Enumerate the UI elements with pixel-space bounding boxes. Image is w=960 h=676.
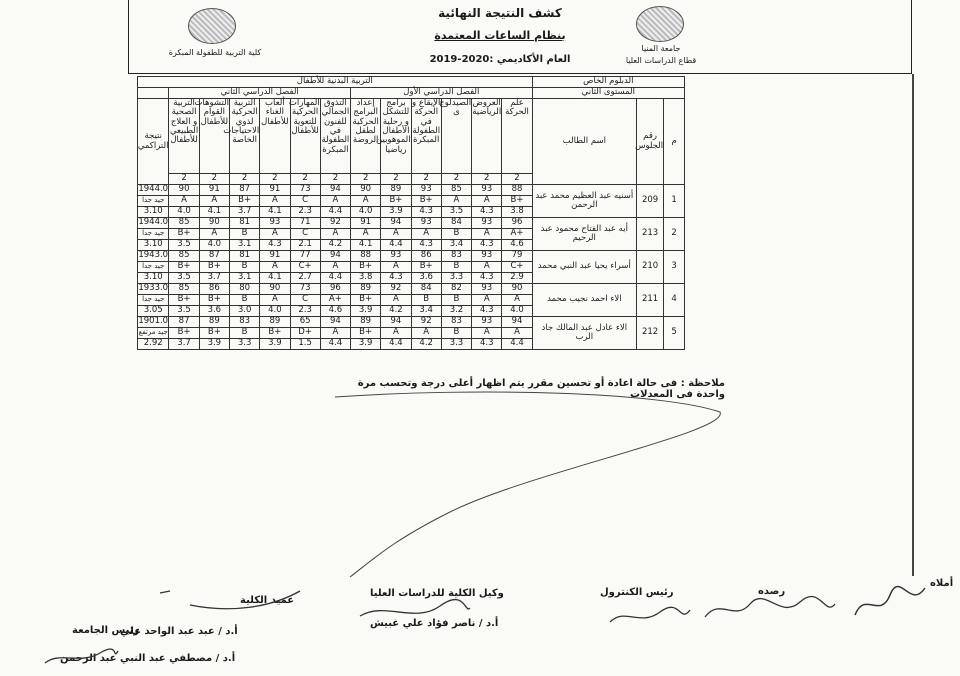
handwritten-signature [850, 580, 930, 625]
grade-cell: 2.9 [502, 273, 532, 284]
table-row [138, 218, 685, 229]
student-name: أيه عبد الفتاح محمود عبد الرحيم [532, 218, 636, 251]
grade-cell: +B [351, 295, 381, 306]
grade-cell: C [290, 196, 320, 207]
grade-cell: 2.1 [290, 240, 320, 251]
grade-cell: A [381, 262, 411, 273]
grade-cell: 94 [381, 218, 411, 229]
grade-cell: B [441, 328, 471, 339]
control-head-title: رئيس الكنترول [600, 587, 674, 598]
grade-cell: +B [381, 196, 411, 207]
overall-grade: جيد جدا [138, 262, 169, 273]
president-name: أ.د / مصطفي عبد النبي عبد الرحمن [60, 653, 236, 664]
grade-cell: 2.7 [290, 273, 320, 284]
grade-cell: 94 [320, 317, 350, 328]
student-seat: 210 [637, 251, 664, 284]
student-name: الاء احمد نجيب محمد [532, 284, 636, 317]
grade-cell: 4.3 [472, 273, 502, 284]
overall-grade: جيد مرتفع [138, 328, 169, 339]
grade-cell: 3.8 [502, 207, 532, 218]
grade-cell: 3.9 [351, 339, 381, 350]
grade-cell: C [290, 295, 320, 306]
hours-cell: 2 [351, 174, 381, 185]
grade-cell: +A [502, 229, 532, 240]
subject-header: برامج للتشكل و رحلية الأطفال الموهوبين رياضيا [381, 99, 411, 174]
grade-cell: 4.1 [199, 207, 229, 218]
grade-cell: A [351, 196, 381, 207]
grade-cell: 4.3 [411, 240, 441, 251]
overall-grade: جيد جدا [138, 229, 169, 240]
handwritten-signature [605, 602, 695, 632]
grade-cell: 92 [411, 317, 441, 328]
grade-cell: 84 [441, 218, 471, 229]
grade-cell: 4.2 [411, 339, 441, 350]
grade-cell: A [260, 295, 290, 306]
subject-header: التربية الصحية و العلاج الطبيعي للأطفال [169, 99, 199, 174]
overall-grade: جيد جدا [138, 196, 169, 207]
gpa-value: 3.10 [138, 273, 169, 284]
student-m: 5 [664, 317, 685, 350]
grade-cell: +B [351, 328, 381, 339]
grade-cell: A [320, 196, 350, 207]
grade-cell: 89 [351, 317, 381, 328]
grade-cell: 4.0 [351, 207, 381, 218]
grade-cell: 4.2 [381, 306, 411, 317]
grade-cell: 90 [199, 218, 229, 229]
grade-cell: A [169, 196, 199, 207]
subject-header: ألعاب الغناء للأطفال [260, 99, 290, 174]
grade-cell: 3.5 [169, 273, 199, 284]
subject-header: إعداد البرامج الحركية لطفل الروضة [351, 99, 381, 174]
student-m: 4 [664, 284, 685, 317]
grade-cell: A [199, 196, 229, 207]
grade-cell: 3.6 [411, 273, 441, 284]
grade-cell: 4.3 [260, 240, 290, 251]
grade-cell: 83 [441, 317, 471, 328]
grade-cell: 3.5 [441, 207, 471, 218]
grade-cell: 4.4 [381, 339, 411, 350]
subject-header: التربية الحركية لذوي الاحتياجات الخاصة [229, 99, 259, 174]
grade-cell: 3.9 [199, 339, 229, 350]
grade-cell: 85 [441, 185, 471, 196]
gpa-value: 3.05 [138, 306, 169, 317]
program-cell: الدبلوم الخاص [532, 77, 684, 88]
table-row [138, 317, 685, 328]
grade-cell: 3.7 [229, 207, 259, 218]
grade-cell: 71 [290, 218, 320, 229]
total-score: 1943.0 [138, 250, 169, 261]
grade-cell: 4.6 [320, 306, 350, 317]
grade-cell: 3.9 [260, 339, 290, 350]
grade-cell: B [441, 229, 471, 240]
grade-cell: 4.0 [169, 207, 199, 218]
grade-cell: +B [169, 262, 199, 273]
student-seat: 209 [637, 185, 664, 218]
handwritten-signature [355, 596, 475, 626]
grade-cell: 92 [381, 284, 411, 295]
grade-cell: 91 [351, 218, 381, 229]
grade-cell: 3.1 [229, 240, 259, 251]
hours-cell: 2 [199, 174, 229, 185]
gpa-value: 2.92 [138, 339, 169, 350]
grade-cell: 87 [169, 317, 199, 328]
grade-cell: 87 [229, 185, 259, 196]
student-rows [138, 185, 685, 350]
grade-cell: +C [290, 262, 320, 273]
grade-cell: A [441, 196, 471, 207]
grade-cell: 91 [199, 185, 229, 196]
student-m: 3 [664, 251, 685, 284]
hours-cell: 2 [381, 174, 411, 185]
student-seat: 213 [637, 218, 664, 251]
grade-cell: 89 [351, 284, 381, 295]
monitor-title: رصده [758, 586, 786, 597]
grade-cell: 79 [502, 251, 532, 262]
grade-cell: 84 [411, 284, 441, 295]
university-name: جامعة المنيا [641, 44, 681, 53]
grade-cell: 82 [441, 284, 471, 295]
grade-cell: 73 [290, 284, 320, 295]
grade-cell: 1.5 [290, 339, 320, 350]
grade-cell: +B [199, 262, 229, 273]
grade-cell: 3.6 [199, 306, 229, 317]
grade-cell: +B [411, 196, 441, 207]
grade-cell: C [290, 229, 320, 240]
grade-cell: +B [411, 262, 441, 273]
grade-cell: A [502, 295, 532, 306]
grade-cell: 93 [472, 218, 502, 229]
grade-cell: 4.2 [320, 240, 350, 251]
sector-name: قطاع الدراسات العليا [625, 56, 697, 65]
table-row [138, 185, 685, 196]
grade-cell: 3.7 [169, 339, 199, 350]
grade-cell: 89 [260, 317, 290, 328]
grade-cell: 93 [472, 185, 502, 196]
grade-cell: A [411, 328, 441, 339]
grade-cell: 3.9 [381, 207, 411, 218]
grade-cell: B [411, 295, 441, 306]
grade-cell: 4.1 [260, 273, 290, 284]
hours-cell: 2 [229, 174, 259, 185]
grade-cell: +B [199, 295, 229, 306]
college-logo-icon [188, 8, 236, 44]
grade-cell: 4.0 [260, 306, 290, 317]
hours-cell: 2 [502, 174, 532, 185]
grade-cell: 3.5 [169, 240, 199, 251]
grade-cell: 96 [320, 284, 350, 295]
grade-cell: 77 [290, 251, 320, 262]
grade-cell: B [229, 328, 259, 339]
grade-cell: 94 [320, 185, 350, 196]
hours-cell: 2 [472, 174, 502, 185]
grade-cell: +B [260, 328, 290, 339]
grade-cell: 4.4 [381, 240, 411, 251]
grade-cell: A [381, 229, 411, 240]
grade-cell: +D [290, 328, 320, 339]
student-seat: 212 [637, 317, 664, 350]
grade-cell: A [472, 229, 502, 240]
president-title: رئيس الجامعة [72, 625, 140, 636]
grade-cell: 3.0 [229, 306, 259, 317]
blank-cell [138, 88, 169, 99]
hours-cell: 2 [411, 174, 441, 185]
grade-cell: 90 [351, 185, 381, 196]
grade-cell: 85 [169, 251, 199, 262]
subject-header: المهارات الحركية للتعوية للأطفال [290, 99, 320, 174]
grade-cell: A [260, 196, 290, 207]
gpa-value: 3.10 [138, 207, 169, 218]
total-score: 1933.0 [138, 283, 169, 294]
grade-cell: 73 [290, 185, 320, 196]
grade-cell: 3.4 [411, 306, 441, 317]
report-subtitle: بنظام الساعات المعتمدة [434, 29, 566, 42]
grade-cell: 4.4 [502, 339, 532, 350]
grade-cell: 4.3 [472, 306, 502, 317]
student-name: أسراء يحيا عبد النبي محمد [532, 251, 636, 284]
grade-cell: A [199, 229, 229, 240]
college-name: كلية التربية للطفولة المبكرة [168, 48, 262, 57]
specialization-cell: التربية البدنية للأطفال [138, 77, 533, 88]
total-score: 1944.0 [138, 217, 169, 228]
grade-cell: A [320, 262, 350, 273]
gpa-value: 3.10 [138, 240, 169, 251]
student-seat: 211 [637, 284, 664, 317]
grade-cell: A [472, 196, 502, 207]
grade-cell: 3.5 [169, 306, 199, 317]
col-total-header: نتيجة التراكمي [138, 99, 169, 185]
grade-cell: A [502, 328, 532, 339]
grade-cell: 89 [199, 317, 229, 328]
grade-cell: 4.1 [260, 207, 290, 218]
grade-cell: A [260, 262, 290, 273]
grade-cell: 90 [260, 284, 290, 295]
grade-cell: 94 [381, 317, 411, 328]
grade-cell: 93 [472, 317, 502, 328]
grade-cell: A [351, 229, 381, 240]
grade-cell: 4.3 [381, 273, 411, 284]
grade-cell: 4.0 [199, 240, 229, 251]
grade-cell: 91 [260, 185, 290, 196]
grade-cell: 86 [199, 284, 229, 295]
hours-cell: 2 [260, 174, 290, 185]
student-m: 1 [664, 185, 685, 218]
grade-cell: A [472, 262, 502, 273]
grade-cell: 3.3 [441, 273, 471, 284]
grade-cell: A [260, 229, 290, 240]
subject-header: علم الحركة [502, 99, 532, 174]
grade-cell: 4.3 [472, 339, 502, 350]
grade-cell: 89 [381, 185, 411, 196]
grade-cell: A [472, 295, 502, 306]
grade-cell: 3.9 [351, 306, 381, 317]
subject-header: الصيدلوج ى [441, 99, 471, 174]
grade-cell: A [472, 328, 502, 339]
student-m: 2 [664, 218, 685, 251]
col-seat-header: رقم الجلوس [637, 99, 664, 185]
grade-cell: 4.4 [320, 207, 350, 218]
grade-cell: 3.3 [441, 339, 471, 350]
hours-cell: 2 [290, 174, 320, 185]
grade-cell: 94 [502, 317, 532, 328]
vice-dean-name: أ.د / ناصر فؤاد علي غبيش [370, 618, 499, 629]
grade-cell: +A [320, 295, 350, 306]
grade-cell: A [320, 328, 350, 339]
grade-cell: 88 [351, 251, 381, 262]
academic-year: العام الأكاديمي :2020-2019 [429, 54, 571, 65]
handwritten-signature [40, 643, 120, 671]
semester1-cell: الفصل الدراسي الأول [351, 88, 533, 99]
dean-title: عميد الكلية [240, 595, 295, 606]
grade-cell: 93 [411, 218, 441, 229]
grade-cell: 81 [229, 218, 259, 229]
grade-cell: 4.4 [320, 273, 350, 284]
grade-cell: 93 [381, 251, 411, 262]
grade-cell: 91 [260, 251, 290, 262]
vice-dean-title: وكيل الكلية للدراسات العليا [370, 588, 504, 599]
grade-cell: 81 [229, 251, 259, 262]
page-border [912, 74, 914, 576]
grade-cell: +B [169, 295, 199, 306]
grade-cell: 85 [169, 218, 199, 229]
hours-cell: 2 [441, 174, 471, 185]
subject-header: التشوهات القوام للأطفال [199, 99, 229, 174]
grade-cell: A [381, 328, 411, 339]
grade-cell: 90 [502, 284, 532, 295]
grade-cell: +B [169, 229, 199, 240]
grade-cell: 4.6 [502, 240, 532, 251]
grade-cell: +B [502, 196, 532, 207]
grade-cell: 83 [441, 251, 471, 262]
grade-cell: 94 [320, 251, 350, 262]
report-title: كشف النتيجة النهائية [438, 6, 562, 20]
grade-cell: 92 [320, 218, 350, 229]
grade-cell: 93 [472, 284, 502, 295]
grade-cell: 4.3 [472, 240, 502, 251]
grade-cell: 87 [199, 251, 229, 262]
semester2-cell: الفصل الدراسي الثاني [169, 88, 351, 99]
grade-cell: 93 [260, 218, 290, 229]
subject-header: العروض الرياضية [472, 99, 502, 174]
grade-cell: 83 [229, 317, 259, 328]
grade-cell: B [229, 229, 259, 240]
grade-cell: 90 [169, 185, 199, 196]
handwritten-signature [150, 583, 310, 618]
total-score: 1901.0 [138, 316, 169, 327]
grade-cell: A [381, 295, 411, 306]
grade-cell: 3.2 [441, 306, 471, 317]
dean-name: أ.د / عبد عبد الواحد علي [120, 626, 238, 637]
dictated-title: أملاه [930, 578, 954, 589]
subject-header: التذوق الجمالي للفنون في الطفولة المبكرة [320, 99, 350, 174]
grade-cell: 4.1 [351, 240, 381, 251]
grade-cell: A [411, 229, 441, 240]
grade-cell: 65 [290, 317, 320, 328]
grade-cell: 96 [502, 218, 532, 229]
student-name: أسنيه عبد العظيم محمد عبد الرحمن [532, 185, 636, 218]
total-score: 1944.0 [138, 184, 169, 195]
grade-cell: 2.3 [290, 306, 320, 317]
grade-cell: +B [351, 262, 381, 273]
table-row [138, 284, 685, 295]
grade-cell: 3.4 [441, 240, 471, 251]
hours-cell: 2 [320, 174, 350, 185]
grade-cell: A [320, 229, 350, 240]
handwritten-signature [700, 592, 840, 627]
grade-cell: 3.7 [199, 273, 229, 284]
student-name: الاء عادل عبد المالك جاد الرب [532, 317, 636, 350]
grade-cell: 4.3 [411, 207, 441, 218]
level-cell: المستوى الثاني [532, 88, 684, 99]
grade-cell: 3.1 [229, 273, 259, 284]
grade-cell: B [441, 262, 471, 273]
pen-stroke [330, 392, 730, 582]
table-row [138, 251, 685, 262]
grade-cell: 4.3 [472, 207, 502, 218]
grade-cell: 3.3 [229, 339, 259, 350]
grades-table [137, 76, 685, 350]
grade-cell: 93 [411, 185, 441, 196]
grade-cell: +B [169, 328, 199, 339]
grade-cell: B [441, 295, 471, 306]
grade-cell: 93 [472, 251, 502, 262]
grade-cell: B [229, 262, 259, 273]
grade-cell: 4.0 [502, 306, 532, 317]
grade-cell: 2.3 [290, 207, 320, 218]
subject-header: الإيقاع و الحركة في الطفولة المبكرة [411, 99, 441, 174]
grade-cell: 86 [411, 251, 441, 262]
grade-cell: 85 [169, 284, 199, 295]
grade-cell: 88 [502, 185, 532, 196]
grade-cell: +C [502, 262, 532, 273]
overall-grade: جيد جدا [138, 295, 169, 306]
grade-cell: 4.4 [320, 339, 350, 350]
grade-cell: +B [229, 196, 259, 207]
note-text: ملاحظة : فى حالة اعادة أو تحسين مقرر يتم اظهار أعلى درجة وتحسب مرة واحدة فى المعدلات [357, 378, 725, 400]
grade-cell: +B [199, 328, 229, 339]
col-index-header: م [664, 99, 685, 185]
grade-cell: B [229, 295, 259, 306]
col-name-header: اسم الطالب [532, 99, 636, 185]
hours-cell: 2 [169, 174, 199, 185]
grade-cell: 3.8 [351, 273, 381, 284]
grade-cell: 80 [229, 284, 259, 295]
